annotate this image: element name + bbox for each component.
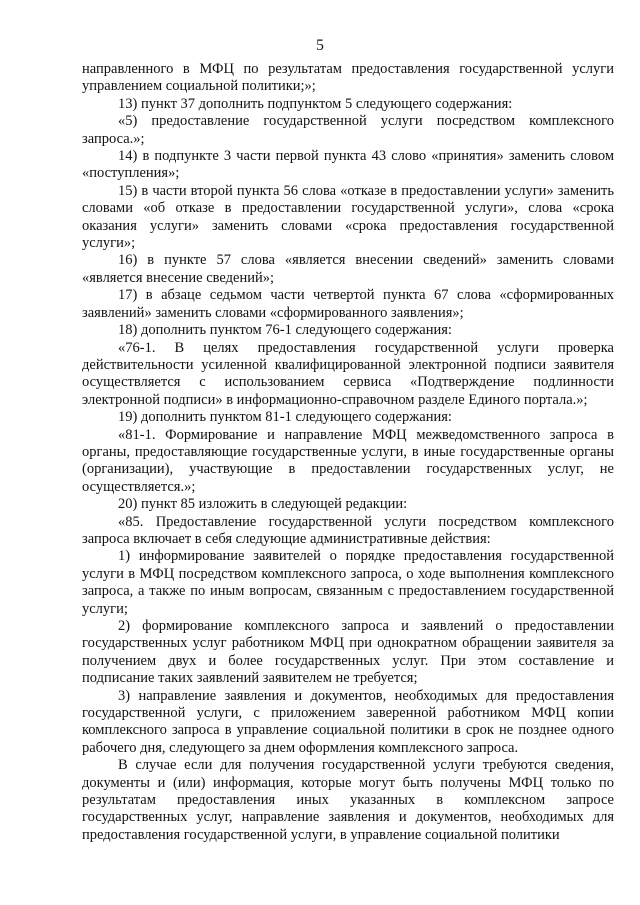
paragraph-subitem-2: 2) формирование комплексного запроса и заявлений о предоставлении государственных услуг работником МФЦ при однократном обращении заявителя за получением двух и более государственных услуг. При этом составление и подписание таких заявлений заявителем не требуется; [82, 618, 614, 687]
paragraph-subitem-1: 1) информирование заявителей о порядке предоставления государственной услуги в МФЦ посредством комплексного запроса, о ходе выполнения комплексного запроса, а также по иным вопросам, связанным с предоставлением государственной услуги; [82, 548, 614, 617]
paragraph-case: В случае если для получения государственной услуги требуются сведения, документы и (или) информация, которые могут быть получены МФЦ только по результатам предоставления иных указанных в комплексном запросе государственных услуг, направление заявления и документов, необходимых для предоставления государственной услуги, в управление социальной политики [82, 757, 614, 843]
paragraph-item-17: 17) в абзаце седьмом части четвертой пункта 67 слова «сформированных заявлений» заменить словами «сформированного заявления»; [82, 287, 614, 321]
page-number: 5 [316, 37, 324, 54]
paragraph-quote-81-1: «81-1. Формирование и направление МФЦ межведомственного запроса в органы, предоставляющие государственные услуги, в иные государственные органы (организации), участвующие в предоставлении государственных услуг, не осуществляется.»; [82, 426, 614, 495]
paragraph-quote-5: «5) предоставление государственной услуги посредством комплексного запроса.»; [82, 113, 614, 147]
paragraph-item-16: 16) в пункте 57 слова «является внесении сведений» заменить словами «является внесение сведений»; [82, 252, 614, 286]
paragraph-item-18: 18) дополнить пунктом 76-1 следующего содержания: [118, 322, 452, 339]
paragraph-item-19: 19) дополнить пунктом 81-1 следующего содержания: [118, 409, 452, 426]
paragraph-item-13: 13) пункт 37 дополнить подпунктом 5 следующего содержания: [118, 95, 513, 112]
paragraph-subitem-3: 3) направление заявления и документов, необходимых для предоставления государственной услуги, с приложением заверенной работником МФЦ копии комплексного запроса в управление социальной политики в срок не позднее одного рабочего дня, следующего за днем оформления комплексного запроса. [82, 687, 614, 756]
paragraph-item-20: 20) пункт 85 изложить в следующей редакции: [118, 496, 408, 513]
paragraph-continuation: направленного в МФЦ по результатам предоставления государственной услуги управлением социальной политики;»; [82, 61, 614, 95]
document-body [82, 61, 614, 844]
paragraph-quote-85: «85. Предоставление государственной услуги посредством комплексного запроса включает в себя следующие административные действия: [82, 513, 614, 547]
paragraph-item-15: 15) в части второй пункта 56 слова «отказе в предоставлении услуги» заменить словами «об отказе в предоставлении государственной услуги», слова «срока оказания услуги» заменить словами «срока предоставления государственной услуги»; [82, 182, 614, 252]
paragraph-item-14: 14) в подпункте 3 части первой пункта 43 слово «принятия» заменить словом «поступления»; [82, 148, 614, 182]
paragraph-quote-76-1: «76-1. В целях предоставления государственной услуги проверка действительности усиленной квалифицированной электронной подписи заявителя осуществляется с использованием сервиса «Подтверждение подлинности электронной подписи» в информационно-справочном разделе Единого портала.»; [82, 339, 614, 408]
